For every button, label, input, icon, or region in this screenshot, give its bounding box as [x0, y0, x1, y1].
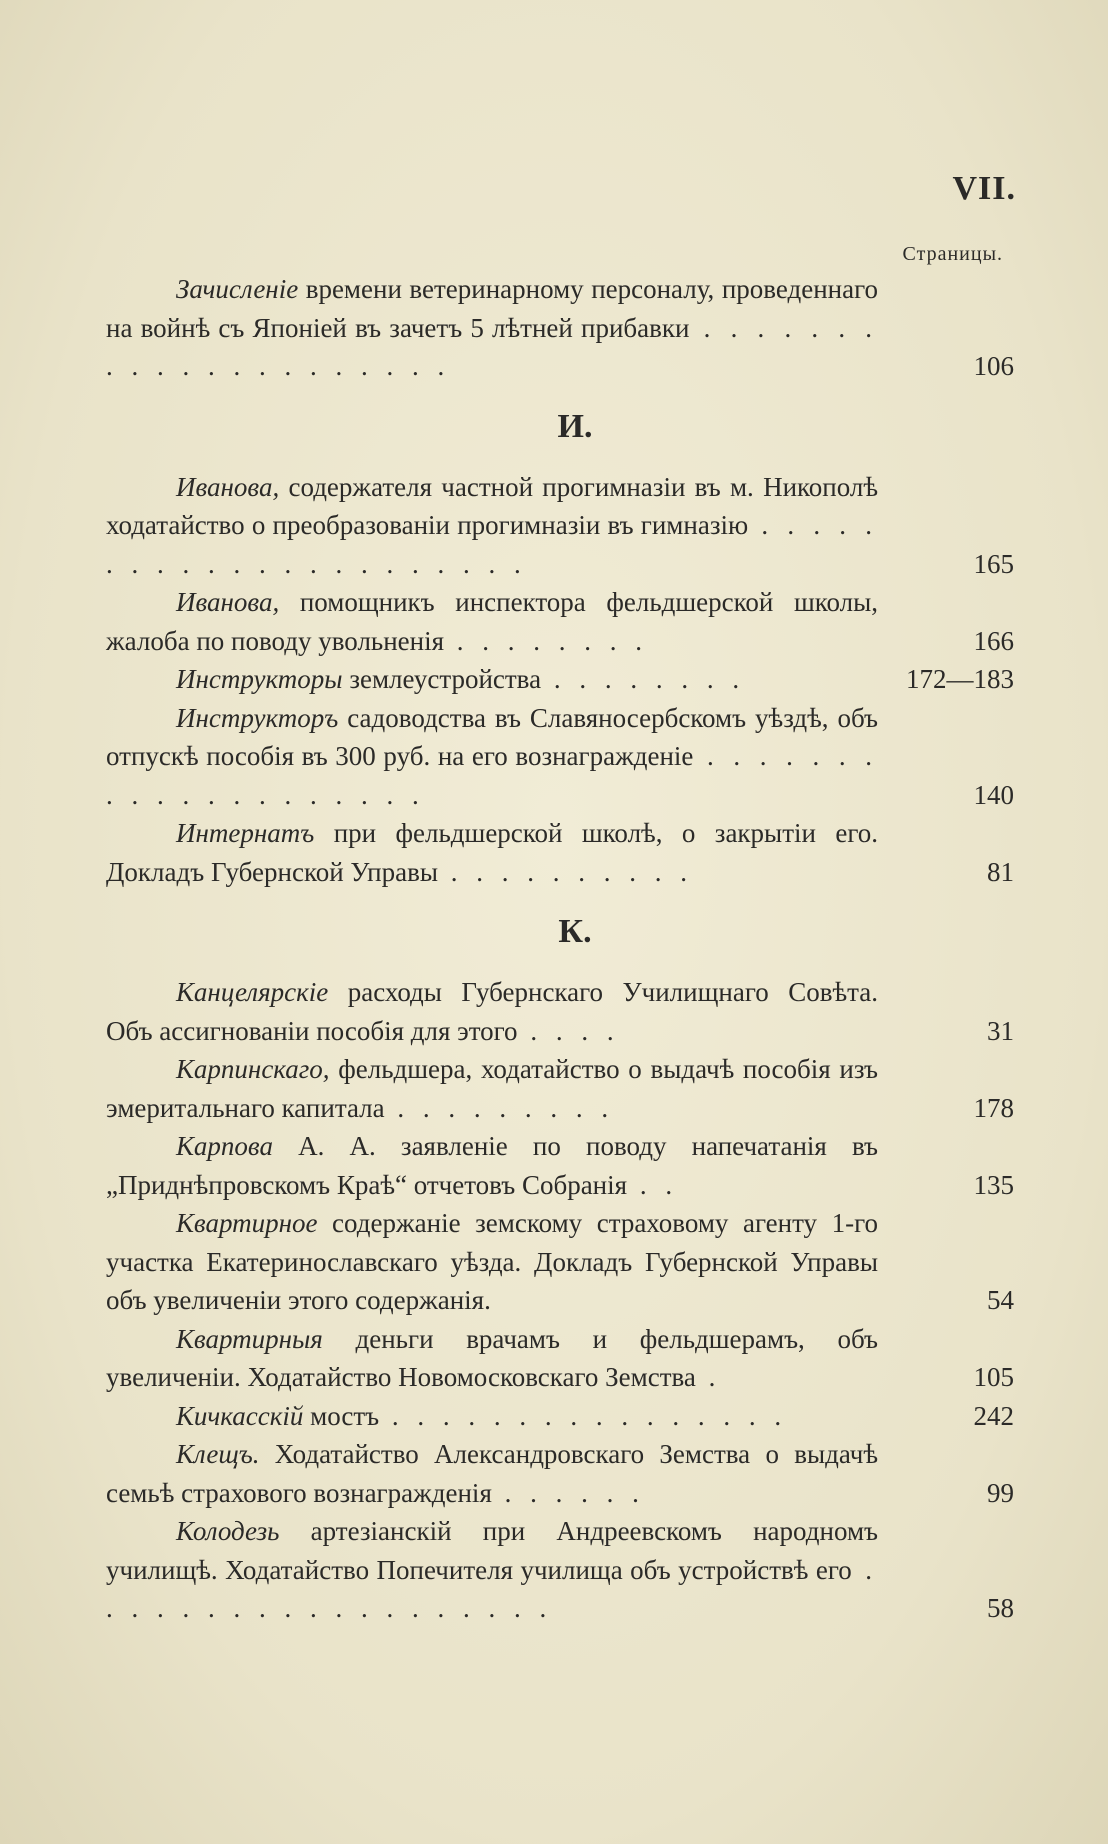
- entry-heading: Колодезь: [176, 1516, 280, 1546]
- index-entry: [106, 973, 1014, 1050]
- index-entry: [106, 660, 1014, 699]
- entry-heading: Кичкасскій: [176, 1400, 304, 1431]
- entry-heading: Интернатъ: [176, 818, 315, 848]
- entry-description: содержателя частной прогимназіи въ м. Никополѣ ходатайство о преобразованіи прогимназіи въ гимназію: [106, 471, 878, 540]
- index-content: [106, 270, 1014, 1628]
- entry-description: А. А. заявленіе по поводу напечатанія въ „Приднѣпровскомъ Краѣ“ отчетовъ Собранія: [106, 1131, 878, 1200]
- section-letter: К.: [558, 913, 592, 950]
- entry-heading: Иванова,: [176, 587, 280, 617]
- pages-column-header: Страницы.: [902, 243, 1003, 265]
- entry-description: землеустройства: [342, 664, 542, 694]
- index-entry: [106, 1320, 1014, 1397]
- entry-page-number: 165: [973, 548, 1014, 579]
- dot-leaders: . . . .: [517, 1015, 620, 1046]
- entry-description: мостъ: [303, 1400, 380, 1431]
- index-entry: [106, 583, 1014, 660]
- section-letter: И.: [557, 407, 593, 445]
- index-entry: [106, 699, 1014, 815]
- entry-page-number: 178: [973, 1092, 1014, 1123]
- entry-heading: Инструкторъ: [176, 702, 339, 733]
- index-entry: [106, 814, 1014, 891]
- dot-leaders: . . . . . . . . . . . . . . . . . . .: [106, 1554, 878, 1623]
- entry-heading: Иванова,: [176, 471, 280, 502]
- entry-description: времени ветеринарному персоналу, проведеннаго на войнѣ съ Японіей въ зачетъ 5 лѣтней прибавки: [106, 274, 878, 343]
- dot-leaders: . . . . . . . . . . . . . . . . . . . . . .: [106, 510, 879, 579]
- entry-page-number: 58: [987, 1593, 1014, 1623]
- index-section-continued: [106, 270, 1014, 386]
- index-entry: [106, 270, 1014, 386]
- entry-page-number: 242: [973, 1400, 1014, 1431]
- entry-heading: Клещъ.: [176, 1439, 260, 1469]
- entry-description: содержаніе земскому страховому агенту 1-го участка Екатеринославскаго уѣзда. Докладъ Губернской Управы объ увеличеніи этого содержанія.: [106, 1208, 878, 1315]
- entry-page-number: 81: [987, 856, 1014, 887]
- entry-description: садоводства въ Славяносербскомъ уѣздѣ, объ отпускѣ пособія въ 300 руб. на его вознагражденіе: [106, 702, 878, 771]
- entry-description: деньги врачамъ и фельдшерамъ, объ увеличеніи. Ходатайство Новомосковскаго Земства: [106, 1323, 878, 1392]
- page-number: VII.: [952, 170, 1016, 207]
- entry-heading: Зачисленіе: [176, 274, 299, 304]
- entry-page-number: 31: [987, 1015, 1014, 1046]
- index-entry: [106, 1397, 1014, 1436]
- dot-leaders: . . . . . . . . . . . . . . . . . . . . .: [106, 312, 879, 381]
- index-entry: [106, 468, 1014, 584]
- entry-page-number: 140: [973, 779, 1014, 810]
- dot-leaders: .: [695, 1362, 722, 1392]
- entry-page-number: 166: [973, 625, 1014, 656]
- entry-page-number: 99: [987, 1477, 1014, 1508]
- index-section-i: [106, 408, 1014, 892]
- dot-leaders: . . . . . . . . . .: [437, 856, 693, 887]
- dot-leaders: . . . . . . . .: [541, 664, 746, 694]
- index-entry: [106, 1127, 1014, 1204]
- entry-heading: Квартирныя: [176, 1323, 323, 1354]
- entry-page-number: 135: [973, 1169, 1014, 1200]
- dot-leaders: . . . . . .: [491, 1477, 645, 1508]
- dot-leaders: . . . . . . . . .: [384, 1092, 615, 1123]
- index-entry: [106, 1050, 1014, 1127]
- entry-heading: Квартирное: [176, 1208, 318, 1238]
- index-entry: [106, 1512, 1014, 1628]
- entry-description: фельдшера, ходатайство о выдачѣ пособія изъ эмеритальнаго капитала: [106, 1054, 878, 1123]
- entry-description: при фельдшерской школѣ, о закрытіи его. Докладъ Губернской Управы: [106, 818, 878, 887]
- index-entry: [106, 1204, 1014, 1320]
- entry-heading: Карпинскаго,: [176, 1054, 330, 1084]
- dot-leaders: . . . . . . . . . . . . . . . . . . . .: [106, 741, 879, 810]
- entry-page-number: 106: [973, 351, 1014, 381]
- index-section-k: [106, 913, 1014, 1628]
- entry-page-number: 172—183: [906, 664, 1014, 694]
- entry-heading: Канцелярскіе: [176, 977, 329, 1007]
- entry-description: артезіанскій при Андреевскомъ народномъ училищѣ. Ходатайство Попечителя училища объ устройствѣ его: [106, 1516, 878, 1585]
- dot-leaders: . .: [627, 1169, 679, 1200]
- dot-leaders: . . . . . . . .: [444, 625, 649, 656]
- entry-page-number: 54: [987, 1285, 1014, 1315]
- entry-description: Ходатайство Александровскаго Земства о выдачѣ семьѣ страхового вознагражденія: [106, 1439, 878, 1508]
- dot-leaders: . . . . . . . . . . . . . . . .: [379, 1400, 788, 1431]
- entry-description: помощникъ инспектора фельдшерской школы, жалоба по поводу увольненія: [106, 587, 878, 656]
- entry-heading: Инструкторы: [176, 664, 343, 694]
- entry-page-number: 105: [973, 1362, 1014, 1392]
- index-entry: [106, 1435, 1014, 1512]
- entry-description: расходы Губернскаго Училищнаго Совѣта. Объ ассигнованіи пособія для этого: [106, 977, 878, 1046]
- entry-heading: Карпова: [176, 1131, 273, 1161]
